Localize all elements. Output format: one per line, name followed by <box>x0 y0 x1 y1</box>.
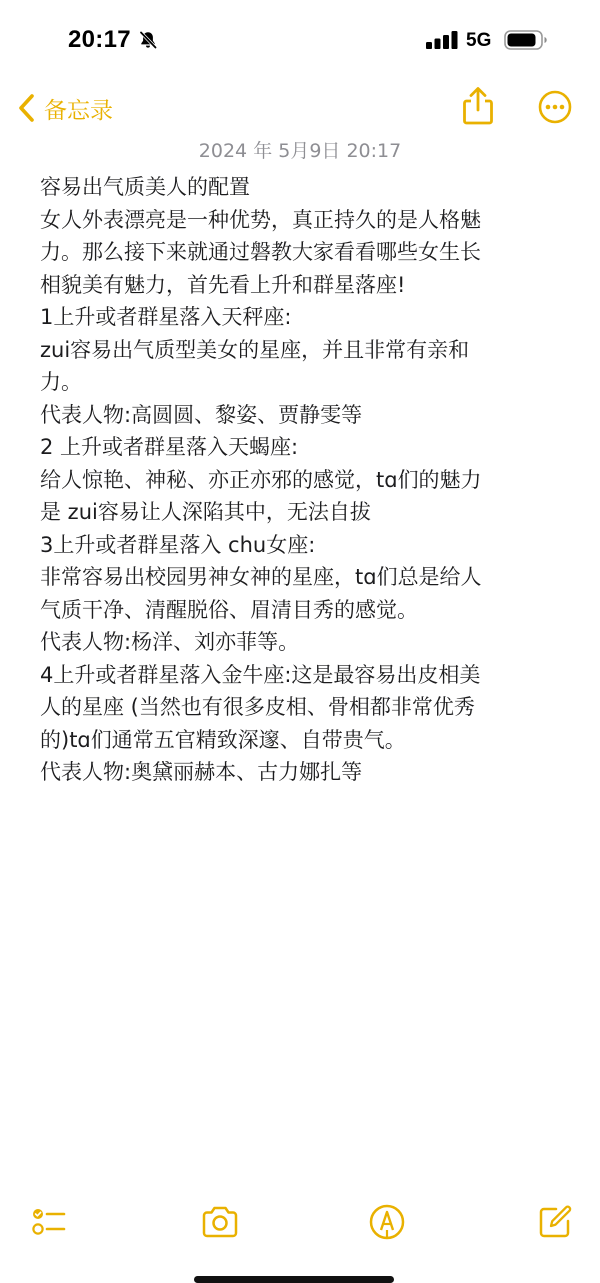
markup-pen-icon[interactable] <box>367 1202 407 1242</box>
network-label: 5G <box>466 30 492 51</box>
nav-bar <box>0 82 600 134</box>
status-time: 20:17 <box>68 26 131 53</box>
more-icon[interactable] <box>538 90 572 124</box>
bottom-toolbar <box>0 1196 600 1252</box>
note-line: 相貌美有魅力，首先看上升和群星落座! <box>40 272 406 297</box>
note-line: 气质干净、清醒脱俗、眉清目秀的感觉。 <box>40 597 418 622</box>
note-line: 人的星座 (当然也有很多皮相、骨相都非常优秀 <box>40 695 475 719</box>
note-line: 非常容易出校园男神女神的星座，tɑ们总是给人 <box>40 565 482 589</box>
note-line: 给人惊艳、神秘、亦正亦邪的感觉，tɑ们的魅力 <box>40 467 482 492</box>
note-line: 代表人物:高圆圆、黎姿、贾静雯等 <box>40 402 363 427</box>
camera-icon[interactable] <box>200 1202 240 1242</box>
note-line: zui容易出气质型美女的星座，并且非常有亲和 <box>40 337 470 362</box>
share-icon[interactable] <box>460 86 496 126</box>
note-line: 代表人物:杨洋、刘亦菲等。 <box>40 630 300 654</box>
note-line: 容易出气质美人的配置 <box>40 175 250 199</box>
compose-icon[interactable] <box>535 1202 575 1242</box>
note-line: 女人外表漂亮是一种优势，真正持久的是人格魅 <box>40 207 481 232</box>
note-line: 1上升或者群星落入天秤座: <box>40 305 292 329</box>
note-line: 的)tɑ们通常五官精致深邃、自带贵气。 <box>40 727 406 752</box>
status-bar <box>0 0 600 82</box>
note-body[interactable] <box>40 171 570 789</box>
note-date: 2024 年 5月9日 20:17 <box>198 140 402 162</box>
note-line: 4上升或者群星落入金牛座:这是最容易出皮相美 <box>40 662 481 687</box>
note-line: 是 zui容易让人深陷其中，无法自拔 <box>40 500 371 524</box>
note-line: 力。那么接下来就通过磐教大家看看哪些女生长 <box>40 240 481 264</box>
back-button[interactable] <box>16 88 113 128</box>
note-line: 力。 <box>40 370 82 394</box>
checklist-icon[interactable] <box>28 1202 68 1242</box>
battery-icon <box>504 30 548 50</box>
note-line: 2 上升或者群星落入天蝎座: <box>40 435 299 459</box>
bell-slash-icon <box>138 30 158 50</box>
back-label: 备忘录 <box>44 97 113 124</box>
chevron-left-icon <box>16 93 38 123</box>
home-indicator <box>194 1276 394 1283</box>
note-line: 代表人物:奥黛丽赫本、古力娜扎等 <box>40 760 363 784</box>
signal-bars-icon <box>426 31 458 49</box>
note-line: 3上升或者群星落入 chu女座: <box>40 532 316 557</box>
